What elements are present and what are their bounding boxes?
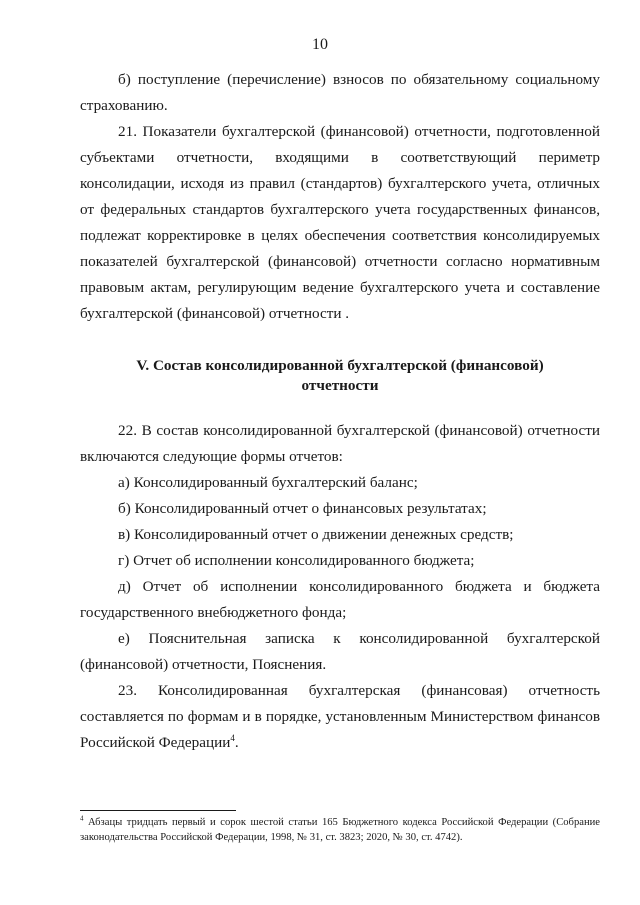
footnote-divider [80, 810, 236, 811]
paragraph-23-text: 23. Консолидированная бухгалтерская (финансовая) отчетность составляется по формам и в порядке, установленным Министерством финансов Российской Федерации [80, 682, 600, 751]
section-heading-line-1: V. Состав консолидированной бухгалтерской (финансовой) [136, 357, 544, 374]
list-item-g: г) Отчет об исполнении консолидированного бюджета; [118, 552, 475, 569]
footnote-reference[interactable]: 4 [230, 732, 235, 743]
paragraph-b-contributions: б) поступление (перечисление) взносов по обязательному социальному страхованию. [80, 71, 600, 114]
footnote-mark: 4 [80, 814, 84, 823]
list-item-b: б) Консолидированный отчет о финансовых результатах; [118, 500, 487, 517]
section-heading [80, 356, 600, 396]
list-item-v: в) Консолидированный отчет о движении денежных средств; [118, 526, 514, 543]
document-body [80, 67, 600, 756]
list-item-e: е) Пояснительная записка к консолидированной бухгалтерской (финансовой) отчетности, Пояснения. [80, 630, 600, 673]
list-item-a: а) Консолидированный бухгалтерский баланс; [118, 474, 418, 491]
paragraph-22: 22. В состав консолидированной бухгалтерской (финансовой) отчетности включаются следующие формы отчетов: [80, 422, 600, 465]
footnote-text: Абзацы тридцать первый и сорок шестой статьи 165 Бюджетного кодекса Российской Федерации (Собрание законодательства Российской Федерации, 1998, № 31, ст. 3823; 2020, № 30, ст. 4742). [80, 817, 600, 843]
list-item-d: д) Отчет об исполнении консолидированного бюджета и бюджета государственного внебюджетного фонда; [80, 578, 600, 621]
paragraph-23 [80, 678, 600, 756]
page-number: 10 [312, 36, 328, 53]
paragraph-23-suffix: . [234, 734, 239, 751]
paragraph-21: 21. Показатели бухгалтерской (финансовой) отчетности, подготовленной субъектами отчетности, входящими в соответствующий периметр консолидации, исходя из правил (стандартов) бухгалтерского учета, отличных от федеральных стандартов бухгалтерского учета государственных финансов, подлежат корректировке в целях обеспечения соответствия консолидируемых показателей бухгалтерской (финансовой) отчетности согласно нормативным правовым актам, регулирующим ведение бухгалтерского учета и составление бухгалтерской (финансовой) отчетности . [80, 123, 600, 322]
footnote [80, 815, 600, 845]
section-heading-line-2: отчетности [301, 377, 379, 394]
